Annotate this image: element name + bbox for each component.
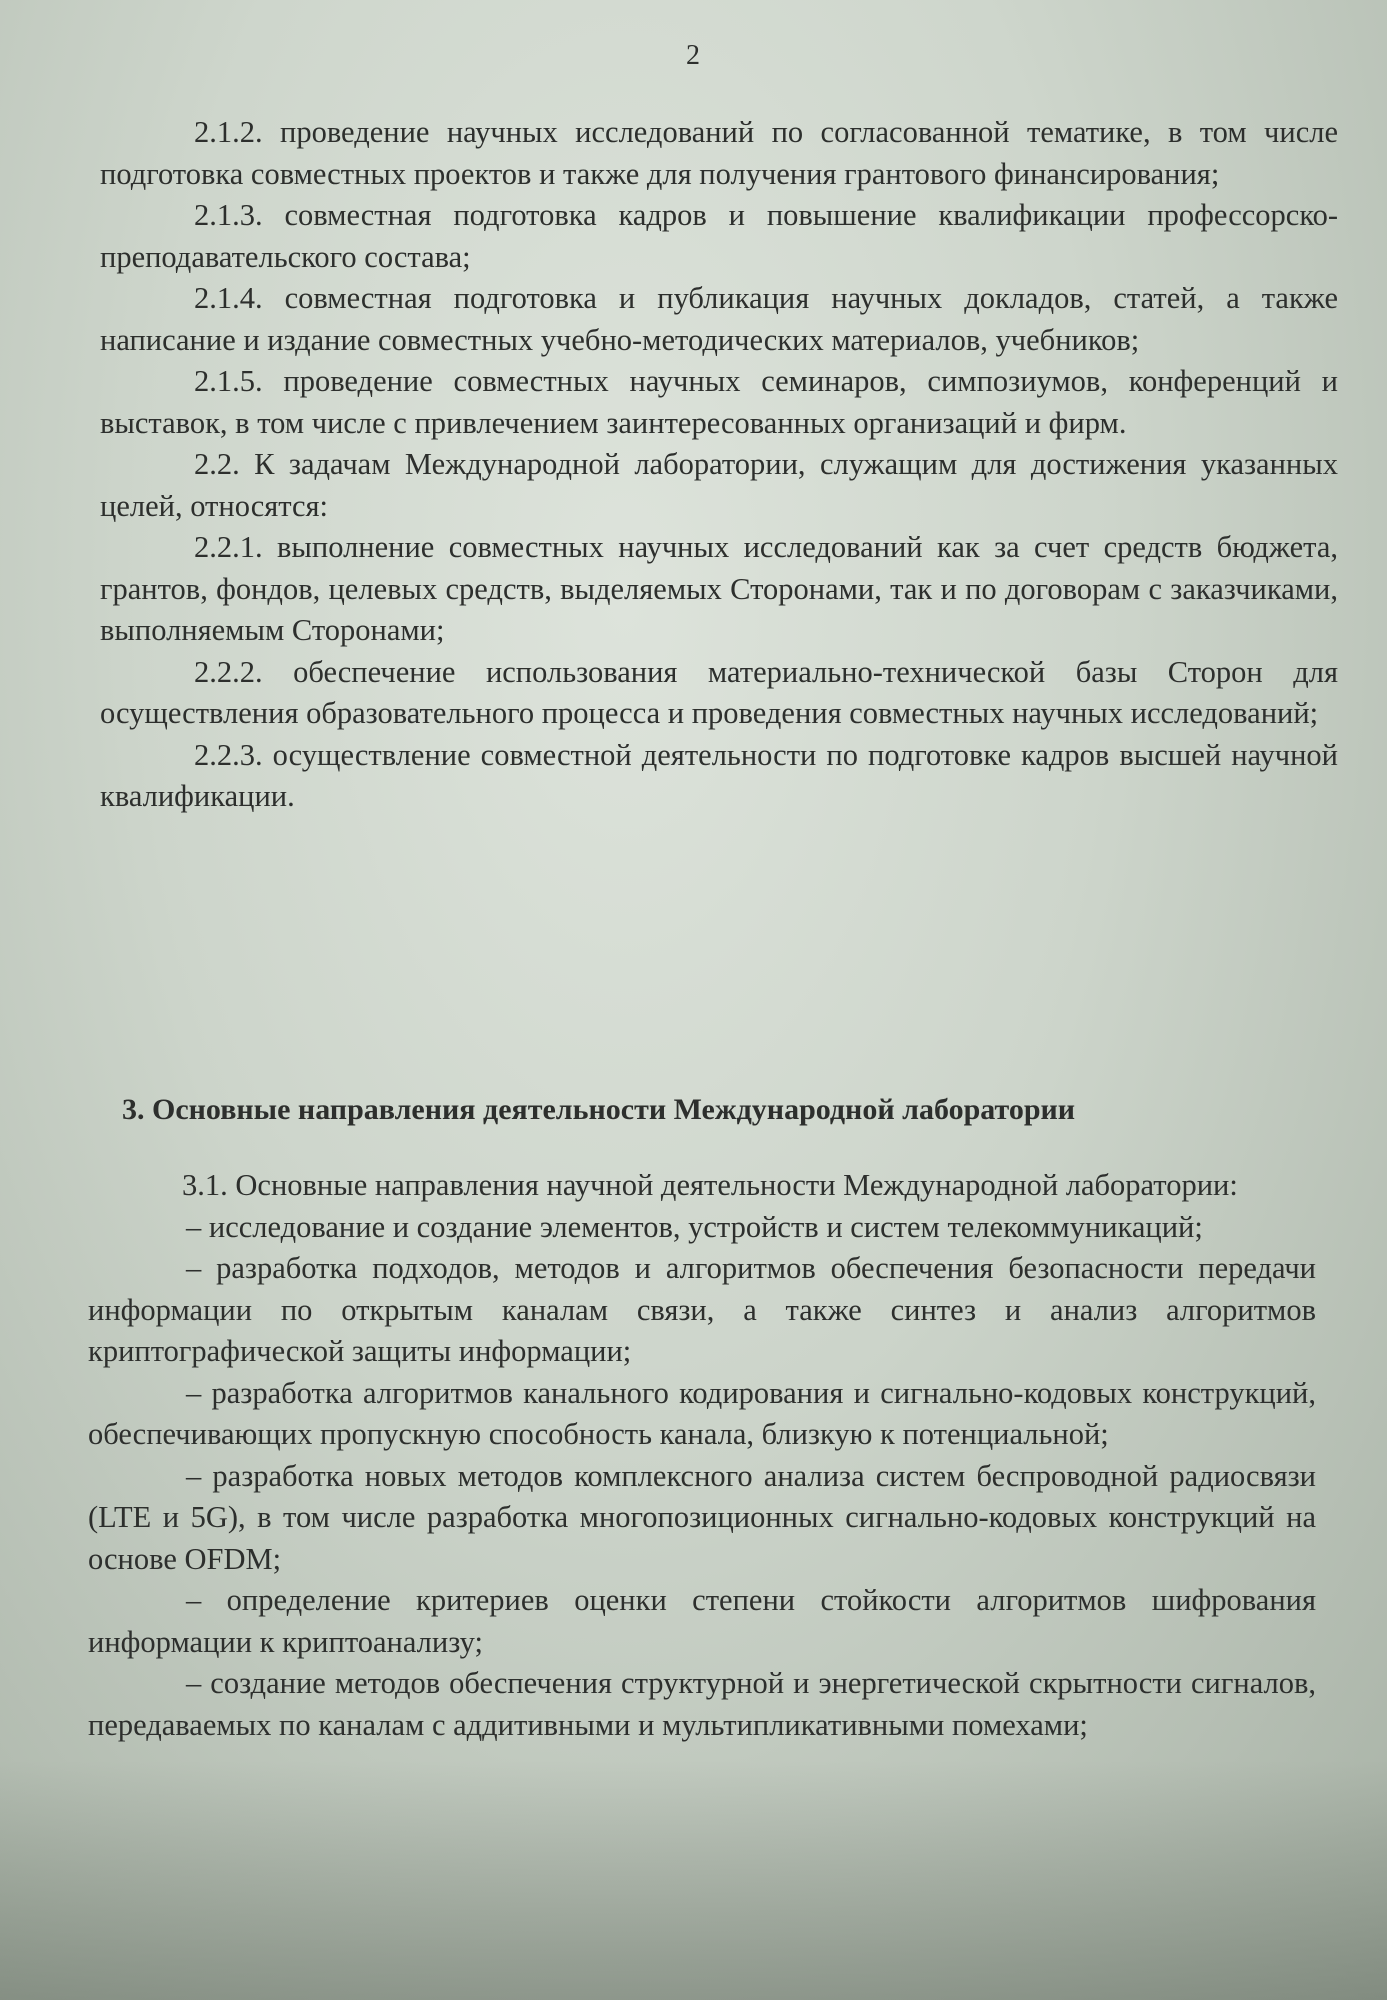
paragraph-2-2-3: 2.2.3. осуществление совместной деятельности по подготовке кадров высшей научной квалификации. [100, 737, 1338, 813]
list-item: – исследование и создание элементов, устройств и систем телекоммуникаций; [186, 1209, 1203, 1244]
photo-shadow [0, 1760, 1387, 2000]
paragraph-2-2: 2.2. К задачам Международной лаборатории, служащим для достижения указанных целей, относятся: [100, 447, 1338, 523]
section-heading: 3. Основные направления деятельности Международной лаборатории [122, 1093, 1076, 1126]
lower-text-block [88, 1165, 1316, 1746]
list-item: – разработка алгоритмов канального кодирования и сигнально-кодовых конструкций, обеспечивающих пропускную способность канала, близкую к потенциальной; [88, 1375, 1316, 1451]
paragraph-2-1-4: 2.1.4. совместная подготовка и публикация научных докладов, статей, а также написание и издание совместных учебно-методических материалов, учебников; [100, 281, 1338, 357]
list-item: – разработка новых методов комплексного анализа систем беспроводной радиосвязи (LTE и 5G), в том числе разработка многопозиционных сигнально-кодовых конструкций на основе OFDM; [88, 1458, 1316, 1576]
paragraph-2-2-2: 2.2.2. обеспечение использования материально-технической базы Сторон для осуществления образовательного процесса и проведения совместных научных исследований; [100, 654, 1338, 730]
upper-text-block [100, 112, 1338, 818]
list-item: – определение критериев оценки степени стойкости алгоритмов шифрования информации к криптоанализу; [88, 1583, 1316, 1659]
paragraph-2-1-5: 2.1.5. проведение совместных научных семинаров, симпозиумов, конференций и выставок, в том числе с привлечением заинтересованных организаций и фирм. [100, 364, 1338, 440]
page-number: 2 [686, 40, 701, 71]
paragraph-2-1-2: 2.1.2. проведение научных исследований по согласованной тематике, в том числе подготовка совместных проектов и также для получения грантового финансирования; [100, 115, 1338, 191]
paragraph-2-1-3: 2.1.3. совместная подготовка кадров и повышение квалификации профессорско-преподавательского состава; [100, 198, 1338, 274]
list-item: – разработка подходов, методов и алгоритмов обеспечения безопасности передачи информации по открытым каналам связи, а также синтез и анализ алгоритмов криптографической защиты информации; [88, 1251, 1316, 1368]
list-item: – создание методов обеспечения структурной и энергетической скрытности сигналов, передаваемых по каналам с аддитивными и мультипликативными помехами; [88, 1666, 1316, 1742]
paragraph-2-2-1: 2.2.1. выполнение совместных научных исследований как за счет средств бюджета, грантов, фондов, целевых средств, выделяемых Сторонами, так и по договорам с заказчиками, выполняемым Сторонами; [100, 530, 1338, 647]
paragraph-3-1: 3.1. Основные направления научной деятельности Международной лаборатории: [182, 1168, 1238, 1202]
